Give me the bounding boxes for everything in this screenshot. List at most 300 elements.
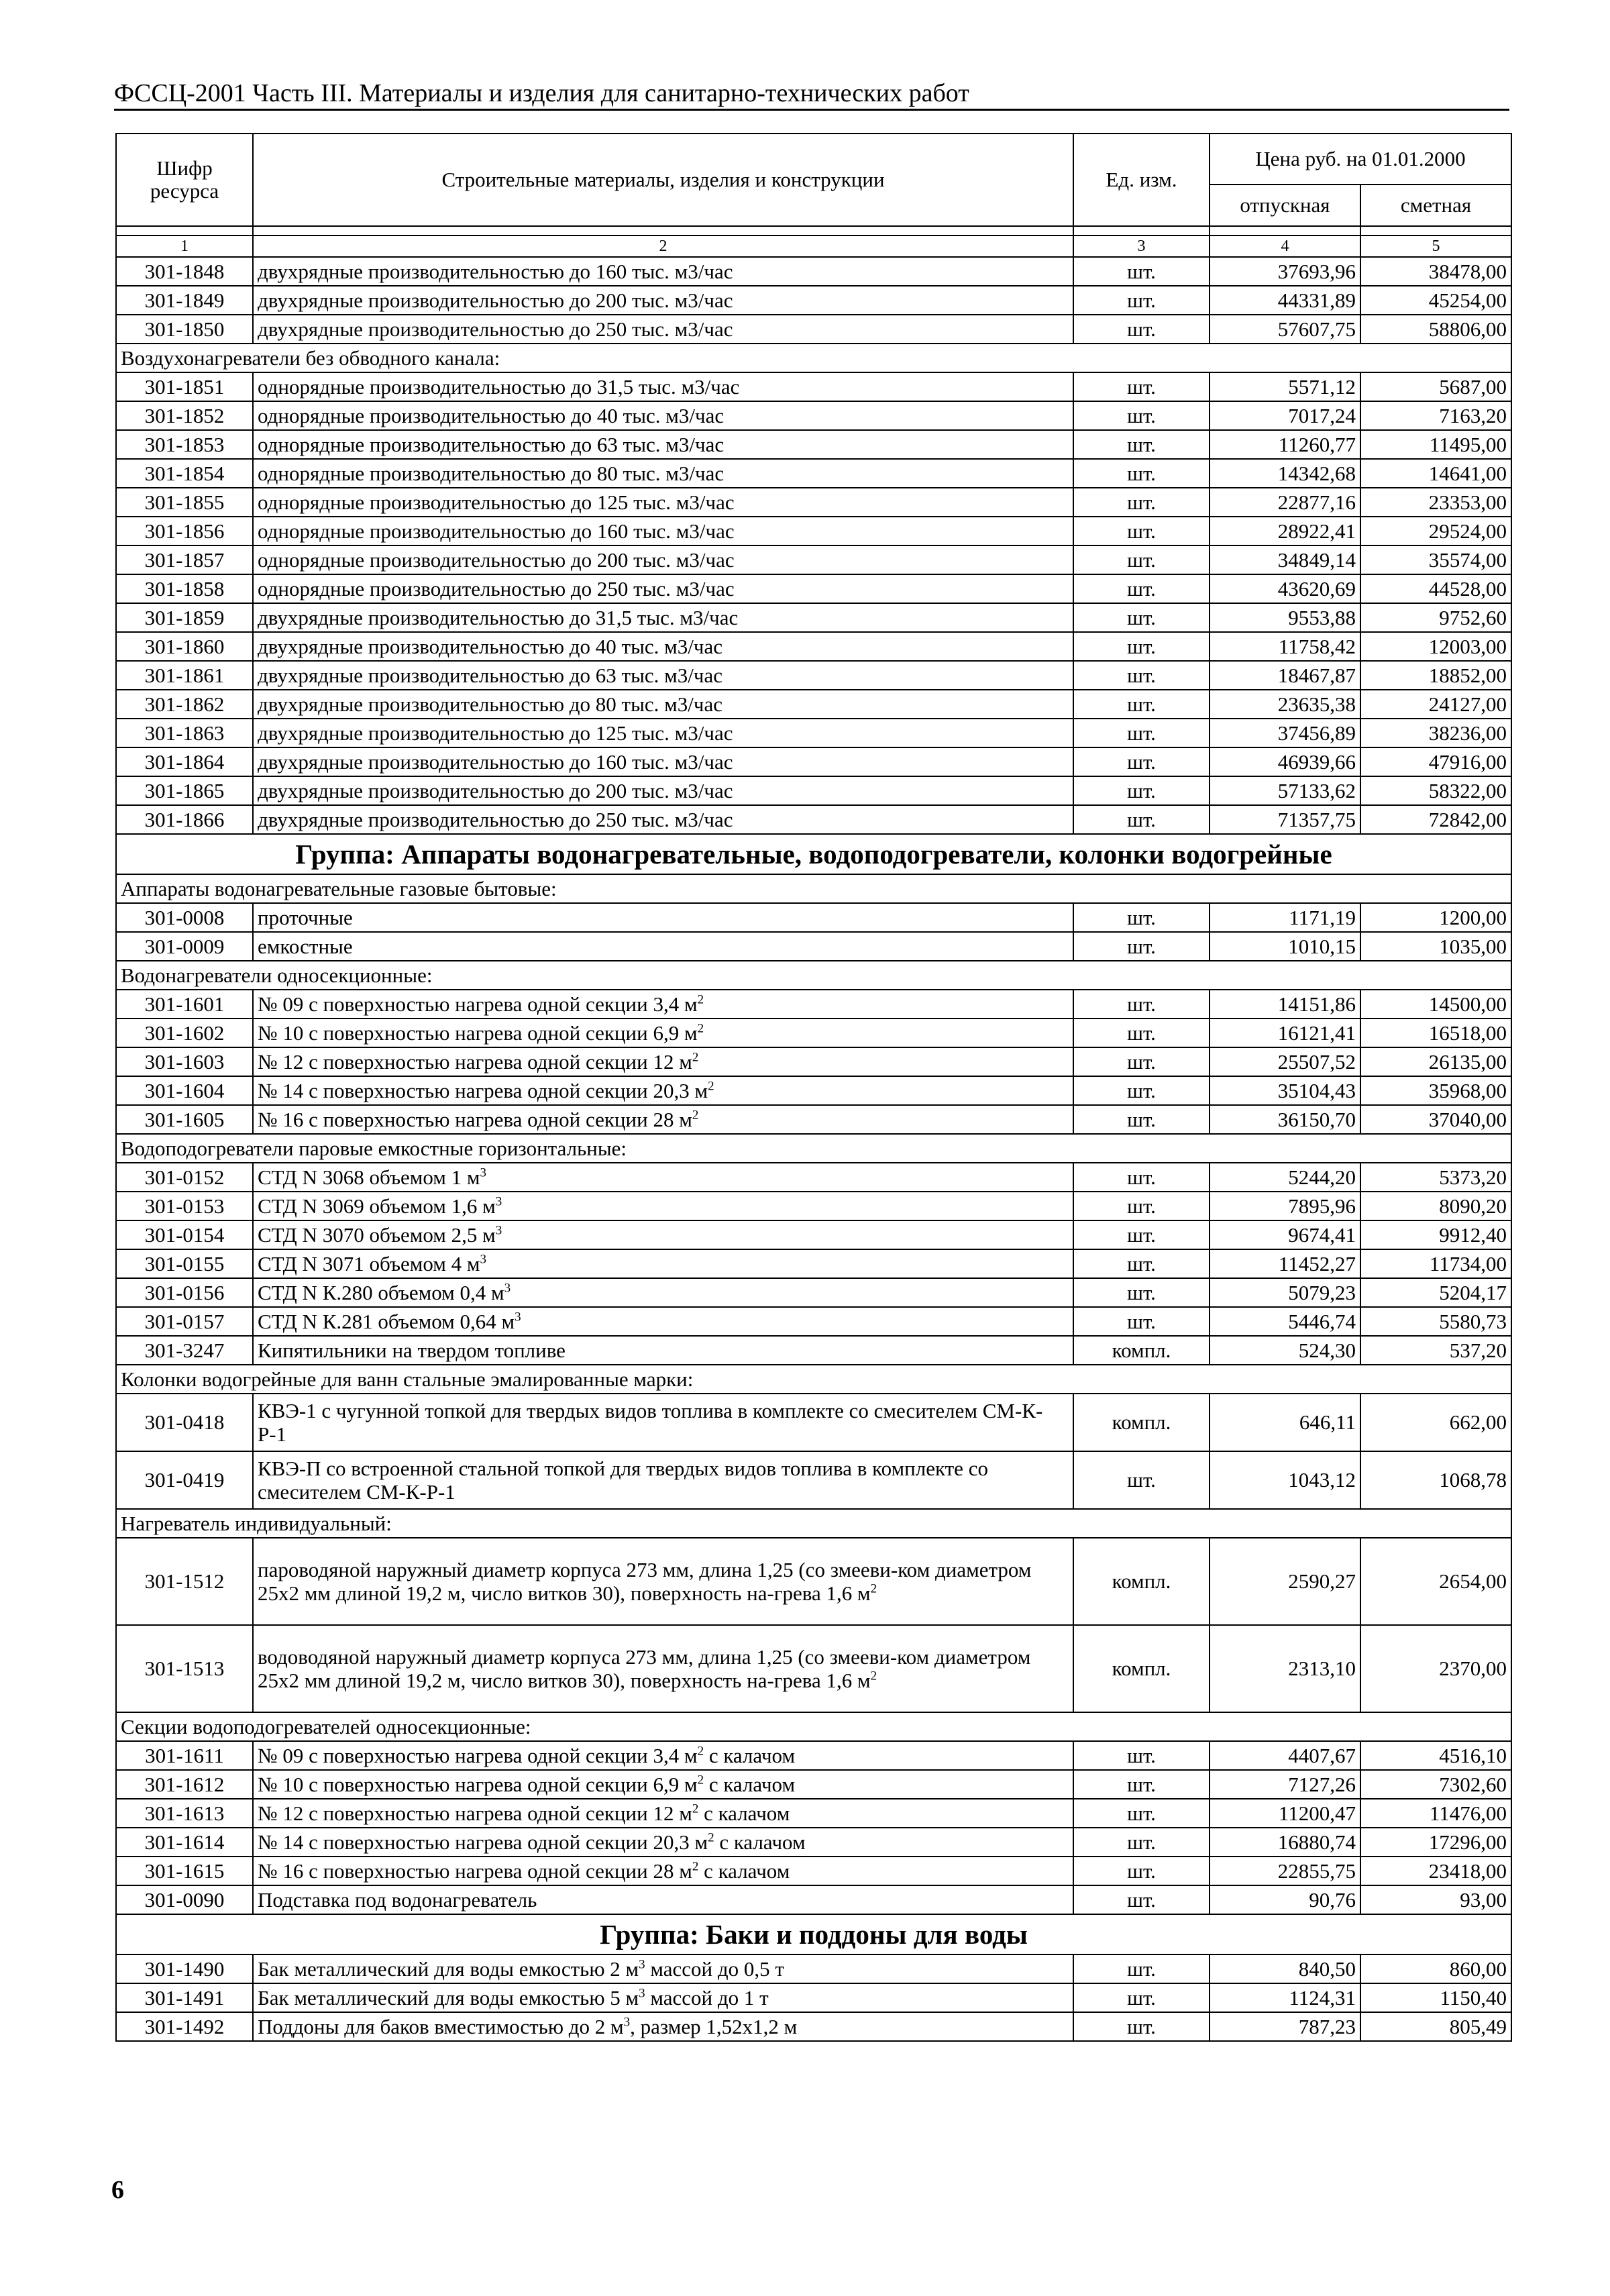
release-price: 9553,88 <box>1210 603 1360 632</box>
header-unit: Ед. изм. <box>1073 134 1210 226</box>
release-price: 7127,26 <box>1210 1770 1360 1799</box>
page-header: ФССЦ-2001 Часть III. Материалы и изделия для санитарно-технических работ <box>114 78 1509 111</box>
material-name-cell <box>253 1163 1073 1192</box>
unit: шт. <box>1073 1799 1210 1828</box>
material-name-cell <box>253 776 1073 805</box>
column-number: 3 <box>1073 236 1210 257</box>
superscript: 2 <box>870 1581 877 1596</box>
material-name-cell <box>253 1857 1073 1885</box>
material-name-cell <box>253 1625 1073 1712</box>
resource-code: 301-1850 <box>116 315 253 344</box>
superscript: 2 <box>692 1859 699 1874</box>
material-name-cell <box>253 719 1073 747</box>
resource-code: 301-1601 <box>116 990 253 1019</box>
superscript: 2 <box>697 1021 704 1036</box>
material-name: двухрядные производительностью до 125 тыс. м3/час <box>258 721 733 745</box>
resource-code: 301-1862 <box>116 690 253 719</box>
release-price: 840,50 <box>1210 1954 1360 1983</box>
material-name: № 10 с поверхностью нагрева одной секции 6,9 м <box>258 1021 698 1045</box>
unit: шт. <box>1073 315 1210 344</box>
material-name: № 10 с поверхностью нагрева одной секции 6,9 м <box>258 1772 698 1796</box>
estimate-price: 9912,40 <box>1360 1220 1511 1249</box>
material-name: СТД N К.281 объемом 0,64 м <box>258 1309 515 1333</box>
resource-code: 301-1861 <box>116 661 253 690</box>
material-name: двухрядные производительностью до 80 тыс. м3/час <box>258 692 723 716</box>
material-name-cell <box>253 1220 1073 1249</box>
table-row <box>116 747 1511 776</box>
unit: шт. <box>1073 286 1210 315</box>
table-row <box>116 1770 1511 1799</box>
estimate-price: 11734,00 <box>1360 1249 1511 1278</box>
material-name-cell <box>253 603 1073 632</box>
resource-code: 301-1603 <box>116 1047 253 1076</box>
material-name: емкостные <box>258 934 353 958</box>
resource-code: 301-1492 <box>116 2012 253 2041</box>
estimate-price: 5204,17 <box>1360 1278 1511 1307</box>
table-row <box>116 401 1511 430</box>
resource-code: 301-0008 <box>116 903 253 932</box>
resource-code: 301-0157 <box>116 1307 253 1336</box>
superscript: 3 <box>480 1252 486 1267</box>
unit: шт. <box>1073 1983 1210 2012</box>
subheading-row <box>116 961 1511 990</box>
material-name: однорядные производительностью до 63 тыс. м3/час <box>258 432 724 456</box>
material-name: СТД N 3070 объемом 2,5 м <box>258 1222 496 1247</box>
superscript: 2 <box>708 1079 714 1094</box>
resource-code: 301-1854 <box>116 459 253 488</box>
material-name-cell <box>253 257 1073 286</box>
estimate-price: 12003,00 <box>1360 632 1511 661</box>
estimate-price: 805,49 <box>1360 2012 1511 2041</box>
release-price: 36150,70 <box>1210 1105 1360 1134</box>
release-price: 2313,10 <box>1210 1625 1360 1712</box>
table-row <box>116 1220 1511 1249</box>
material-name: двухрядные производительностью до 31,5 тыс. м3/час <box>258 605 739 629</box>
material-name: Бак металлический для воды емкостью 5 м <box>258 1985 639 2010</box>
unit: шт. <box>1073 1741 1210 1770</box>
release-price: 4407,67 <box>1210 1741 1360 1770</box>
material-name: однорядные производительностью до 250 тыс. м3/час <box>258 576 735 601</box>
unit: шт. <box>1073 257 1210 286</box>
unit: шт. <box>1073 1076 1210 1105</box>
release-price: 57607,75 <box>1210 315 1360 344</box>
material-name-cell <box>253 1741 1073 1770</box>
material-name-cell <box>253 903 1073 932</box>
estimate-price: 11495,00 <box>1360 430 1511 459</box>
material-name: Кипятильники на твердом топливе <box>258 1338 566 1362</box>
header-release-price: отпускная <box>1210 185 1360 226</box>
group-heading: Группа: Баки и поддоны для воды <box>116 1914 1511 1954</box>
material-name: однорядные производительностью до 80 тыс. м3/час <box>258 461 724 485</box>
estimate-price: 47916,00 <box>1360 747 1511 776</box>
unit: шт. <box>1073 517 1210 545</box>
release-price: 11260,77 <box>1210 430 1360 459</box>
material-name: № 14 с поверхностью нагрева одной секции 20,3 м <box>258 1078 708 1102</box>
release-price: 524,30 <box>1210 1336 1360 1365</box>
unit: шт. <box>1073 2012 1210 2041</box>
subheading-row <box>116 1509 1511 1538</box>
release-price: 5079,23 <box>1210 1278 1360 1307</box>
unit: компл. <box>1073 1538 1210 1625</box>
material-name-cell <box>253 805 1073 834</box>
table-row <box>116 1625 1511 1712</box>
unit: компл. <box>1073 1394 1210 1451</box>
estimate-price: 18852,00 <box>1360 661 1511 690</box>
resource-code: 301-3247 <box>116 1336 253 1365</box>
header-name: Строительные материалы, изделия и конструкции <box>253 134 1073 226</box>
material-name-cell <box>253 401 1073 430</box>
material-name-cell <box>253 1047 1073 1076</box>
subheading: Воздухонагреватели без обводного канала: <box>116 344 1511 372</box>
estimate-price: 14500,00 <box>1360 990 1511 1019</box>
estimate-price: 537,20 <box>1360 1336 1511 1365</box>
material-name: № 16 с поверхностью нагрева одной секции 28 м <box>258 1107 692 1131</box>
release-price: 7895,96 <box>1210 1192 1360 1220</box>
resource-code: 301-1605 <box>116 1105 253 1134</box>
estimate-price: 58322,00 <box>1360 776 1511 805</box>
superscript: 3 <box>623 2015 631 2030</box>
release-price: 71357,75 <box>1210 805 1360 834</box>
material-name: двухрядные производительностью до 63 тыс. м3/час <box>258 663 723 687</box>
material-name: однорядные производительностью до 125 тыс. м3/час <box>258 490 735 514</box>
table-row <box>116 990 1511 1019</box>
resource-code: 301-1613 <box>116 1799 253 1828</box>
release-price: 23635,38 <box>1210 690 1360 719</box>
release-price: 90,76 <box>1210 1885 1360 1914</box>
group-heading-row <box>116 834 1511 874</box>
release-price: 5244,20 <box>1210 1163 1360 1192</box>
table-row <box>116 2012 1511 2041</box>
subheading-row <box>116 1712 1511 1741</box>
release-price: 5571,12 <box>1210 372 1360 401</box>
group-heading: Группа: Аппараты водонагревательные, водоподогреватели, колонки водогрейные <box>116 834 1511 874</box>
material-name-cell <box>253 1019 1073 1047</box>
superscript: 3 <box>504 1281 511 1296</box>
release-price: 787,23 <box>1210 2012 1360 2041</box>
estimate-price: 8090,20 <box>1360 1192 1511 1220</box>
unit: шт. <box>1073 1192 1210 1220</box>
estimate-price: 14641,00 <box>1360 459 1511 488</box>
release-price: 44331,89 <box>1210 286 1360 315</box>
material-name: № 14 с поверхностью нагрева одной секции 20,3 м <box>258 1830 708 1854</box>
unit: шт. <box>1073 932 1210 961</box>
column-number: 4 <box>1210 236 1360 257</box>
estimate-price: 5373,20 <box>1360 1163 1511 1192</box>
material-name-tail: массой до 0,5 т <box>645 1956 784 1981</box>
material-name-cell <box>253 1451 1073 1509</box>
release-price: 16880,74 <box>1210 1828 1360 1857</box>
superscript: 2 <box>870 1669 877 1683</box>
unit: компл. <box>1073 1625 1210 1712</box>
material-name-cell <box>253 1799 1073 1828</box>
material-name: № 09 с поверхностью нагрева одной секции 3,4 м <box>258 1743 698 1767</box>
resource-code: 301-0156 <box>116 1278 253 1307</box>
table-row <box>116 315 1511 344</box>
unit: шт. <box>1073 430 1210 459</box>
subheading: Аппараты водонагревательные газовые бытовые: <box>116 874 1511 903</box>
table-row <box>116 286 1511 315</box>
table-row <box>116 1394 1511 1451</box>
unit: шт. <box>1073 401 1210 430</box>
estimate-price: 860,00 <box>1360 1954 1511 1983</box>
material-name-cell <box>253 574 1073 603</box>
superscript: 3 <box>480 1165 486 1180</box>
release-price: 57133,62 <box>1210 776 1360 805</box>
resource-code: 301-1612 <box>116 1770 253 1799</box>
estimate-price: 662,00 <box>1360 1394 1511 1451</box>
release-price: 34849,14 <box>1210 545 1360 574</box>
resource-code: 301-1848 <box>116 257 253 286</box>
estimate-price: 17296,00 <box>1360 1828 1511 1857</box>
release-price: 37456,89 <box>1210 719 1360 747</box>
estimate-price: 26135,00 <box>1360 1047 1511 1076</box>
estimate-price: 1035,00 <box>1360 932 1511 961</box>
material-name: СТД N 3071 объемом 4 м <box>258 1251 480 1275</box>
estimate-price: 7302,60 <box>1360 1770 1511 1799</box>
material-name-cell <box>253 1249 1073 1278</box>
material-name: однорядные производительностью до 200 тыс. м3/час <box>258 547 735 572</box>
material-name: двухрядные производительностью до 40 тыс. м3/час <box>258 634 723 658</box>
unit: шт. <box>1073 632 1210 661</box>
table-row <box>116 903 1511 932</box>
material-name: СТД N 3069 объемом 1,6 м <box>258 1194 496 1218</box>
header-spacer <box>116 226 1511 236</box>
material-name: КВЭ-1 с чугунной топкой для твердых видов топлива в комплекте со смесителем СМ-К-Р-1 <box>258 1399 1043 1446</box>
material-name-cell <box>253 286 1073 315</box>
resource-code: 301-0152 <box>116 1163 253 1192</box>
material-name-cell <box>253 1192 1073 1220</box>
material-name-cell <box>253 1538 1073 1625</box>
material-name-cell <box>253 1105 1073 1134</box>
resource-code: 301-0090 <box>116 1885 253 1914</box>
resource-code: 301-1864 <box>116 747 253 776</box>
estimate-price: 5580,73 <box>1360 1307 1511 1336</box>
header-price: Цена руб. на 01.01.2000 <box>1210 134 1511 185</box>
material-name: однорядные производительностью до 40 тыс. м3/час <box>258 403 724 427</box>
estimate-price: 35968,00 <box>1360 1076 1511 1105</box>
table-row <box>116 1047 1511 1076</box>
material-name: № 12 с поверхностью нагрева одной секции 12 м <box>258 1049 692 1074</box>
resource-code: 301-0419 <box>116 1451 253 1509</box>
table-row <box>116 1278 1511 1307</box>
material-name-cell <box>253 632 1073 661</box>
resource-code: 301-1614 <box>116 1828 253 1857</box>
estimate-price: 72842,00 <box>1360 805 1511 834</box>
superscript: 3 <box>495 1194 502 1209</box>
material-name: двухрядные производительностью до 250 тыс. м3/час <box>258 807 733 831</box>
release-price: 14342,68 <box>1210 459 1360 488</box>
material-name: двухрядные производительностью до 160 тыс. м3/час <box>258 259 733 283</box>
table-row <box>116 1983 1511 2012</box>
release-price: 9674,41 <box>1210 1220 1360 1249</box>
superscript: 3 <box>639 1957 645 1972</box>
material-name: № 16 с поверхностью нагрева одной секции 28 м <box>258 1859 692 1883</box>
table-row <box>116 661 1511 690</box>
table-row <box>116 1019 1511 1047</box>
table-row <box>116 1799 1511 1828</box>
resource-code: 301-1512 <box>116 1538 253 1625</box>
superscript: 2 <box>697 1744 704 1759</box>
material-name: проточные <box>258 905 353 929</box>
resource-code: 301-1604 <box>116 1076 253 1105</box>
superscript: 2 <box>697 1773 704 1787</box>
material-name-cell <box>253 690 1073 719</box>
unit: шт. <box>1073 372 1210 401</box>
material-name-cell <box>253 545 1073 574</box>
material-name-cell <box>253 1828 1073 1857</box>
resource-code: 301-1602 <box>116 1019 253 1047</box>
table-row <box>116 932 1511 961</box>
resource-code: 301-1857 <box>116 545 253 574</box>
material-name: Бак металлический для воды емкостью 2 м <box>258 1956 639 1981</box>
estimate-price: 93,00 <box>1360 1885 1511 1914</box>
table-row <box>116 1307 1511 1336</box>
estimate-price: 1068,78 <box>1360 1451 1511 1509</box>
resource-code: 301-0154 <box>116 1220 253 1249</box>
superscript: 2 <box>692 1802 699 1816</box>
table-row <box>116 1828 1511 1857</box>
unit: шт. <box>1073 603 1210 632</box>
estimate-price: 4516,10 <box>1360 1741 1511 1770</box>
unit: шт. <box>1073 719 1210 747</box>
table-row <box>116 632 1511 661</box>
estimate-price: 35574,00 <box>1360 545 1511 574</box>
resource-code: 301-1849 <box>116 286 253 315</box>
estimate-price: 9752,60 <box>1360 603 1511 632</box>
release-price: 5446,74 <box>1210 1307 1360 1336</box>
release-price: 43620,69 <box>1210 574 1360 603</box>
superscript: 3 <box>495 1223 502 1238</box>
table-row <box>116 1192 1511 1220</box>
resource-code: 301-1863 <box>116 719 253 747</box>
material-name-cell <box>253 488 1073 517</box>
unit: шт. <box>1073 574 1210 603</box>
unit: шт. <box>1073 1857 1210 1885</box>
superscript: 2 <box>692 1108 699 1123</box>
resource-code: 301-1865 <box>116 776 253 805</box>
column-number: 5 <box>1360 236 1511 257</box>
column-number: 2 <box>253 236 1073 257</box>
unit: шт. <box>1073 690 1210 719</box>
release-price: 11758,42 <box>1210 632 1360 661</box>
material-name-cell <box>253 430 1073 459</box>
estimate-price: 7163,20 <box>1360 401 1511 430</box>
release-price: 2590,27 <box>1210 1538 1360 1625</box>
material-name: двухрядные производительностью до 160 тыс. м3/час <box>258 749 733 774</box>
unit: шт. <box>1073 661 1210 690</box>
unit: шт. <box>1073 545 1210 574</box>
estimate-price: 5687,00 <box>1360 372 1511 401</box>
release-price: 35104,43 <box>1210 1076 1360 1105</box>
resource-code: 301-1491 <box>116 1983 253 2012</box>
resource-code: 301-0418 <box>116 1394 253 1451</box>
column-number: 1 <box>116 236 253 257</box>
material-name-cell <box>253 315 1073 344</box>
material-name: водоводяной наружный диаметр корпуса 273 мм, длина 1,25 (со змееви-ком диаметром 25х2 мм длиной 19,2 м, число витков 30), поверхность на-грева 1,6 м <box>258 1645 1031 1692</box>
table-row <box>116 1885 1511 1914</box>
estimate-price: 2654,00 <box>1360 1538 1511 1625</box>
release-price: 11200,47 <box>1210 1799 1360 1828</box>
estimate-price: 38478,00 <box>1360 257 1511 286</box>
unit: шт. <box>1073 1451 1210 1509</box>
material-name: Поддоны для баков вместимостью до 2 м <box>258 2014 624 2038</box>
estimate-price: 37040,00 <box>1360 1105 1511 1134</box>
estimate-price: 58806,00 <box>1360 315 1511 344</box>
material-name: двухрядные производительностью до 200 тыс. м3/час <box>258 288 733 312</box>
resource-code: 301-1855 <box>116 488 253 517</box>
estimate-price: 1150,40 <box>1360 1983 1511 2012</box>
unit: шт. <box>1073 1220 1210 1249</box>
estimate-price: 24127,00 <box>1360 690 1511 719</box>
unit: шт. <box>1073 990 1210 1019</box>
column-numbers <box>116 236 1511 257</box>
release-price: 28922,41 <box>1210 517 1360 545</box>
table-row <box>116 1954 1511 1983</box>
table-row <box>116 430 1511 459</box>
price-table <box>115 133 1512 2042</box>
material-name-cell <box>253 747 1073 776</box>
table-row <box>116 257 1511 286</box>
material-name-tail: с калачом <box>698 1801 790 1825</box>
superscript: 3 <box>515 1310 521 1324</box>
estimate-price: 23353,00 <box>1360 488 1511 517</box>
material-name-tail: с калачом <box>704 1772 796 1796</box>
material-name: СТД N 3068 объемом 1 м <box>258 1165 480 1189</box>
unit: шт. <box>1073 1278 1210 1307</box>
material-name: КВЭ-П со встроенной стальной топкой для твердых видов топлива в комплекте со смесителем СМ-К-Р-1 <box>258 1457 988 1504</box>
table-row <box>116 574 1511 603</box>
resource-code: 301-1490 <box>116 1954 253 1983</box>
material-name-cell <box>253 932 1073 961</box>
group-heading-row <box>116 1914 1511 1954</box>
subheading-row <box>116 1365 1511 1394</box>
table-body <box>116 226 1511 2041</box>
unit: шт. <box>1073 1105 1210 1134</box>
unit: шт. <box>1073 805 1210 834</box>
estimate-price: 29524,00 <box>1360 517 1511 545</box>
release-price: 1043,12 <box>1210 1451 1360 1509</box>
estimate-price: 1200,00 <box>1360 903 1511 932</box>
material-name-cell <box>253 459 1073 488</box>
resource-code: 301-1611 <box>116 1741 253 1770</box>
header-code: Шифр ресурса <box>116 134 253 226</box>
unit: шт. <box>1073 776 1210 805</box>
table-row <box>116 603 1511 632</box>
unit: шт. <box>1073 1019 1210 1047</box>
estimate-price: 23418,00 <box>1360 1857 1511 1885</box>
table-row <box>116 1076 1511 1105</box>
material-name: СТД N К.280 объемом 0,4 м <box>258 1280 504 1304</box>
estimate-price: 11476,00 <box>1360 1799 1511 1828</box>
estimate-price: 2370,00 <box>1360 1625 1511 1712</box>
table-row <box>116 776 1511 805</box>
table-row <box>116 517 1511 545</box>
material-name: однорядные производительностью до 160 тыс. м3/час <box>258 519 735 543</box>
table-row <box>116 459 1511 488</box>
release-price: 25507,52 <box>1210 1047 1360 1076</box>
estimate-price: 16518,00 <box>1360 1019 1511 1047</box>
unit: шт. <box>1073 459 1210 488</box>
release-price: 37693,96 <box>1210 257 1360 286</box>
material-name: Подставка под водонагреватель <box>258 1887 537 1912</box>
estimate-price: 44528,00 <box>1360 574 1511 603</box>
resource-code: 301-1513 <box>116 1625 253 1712</box>
resource-code: 301-1858 <box>116 574 253 603</box>
unit: шт. <box>1073 1828 1210 1857</box>
subheading-row <box>116 874 1511 903</box>
subheading: Колонки водогрейные для ванн стальные эмалированные марки: <box>116 1365 1511 1394</box>
unit: шт. <box>1073 1885 1210 1914</box>
